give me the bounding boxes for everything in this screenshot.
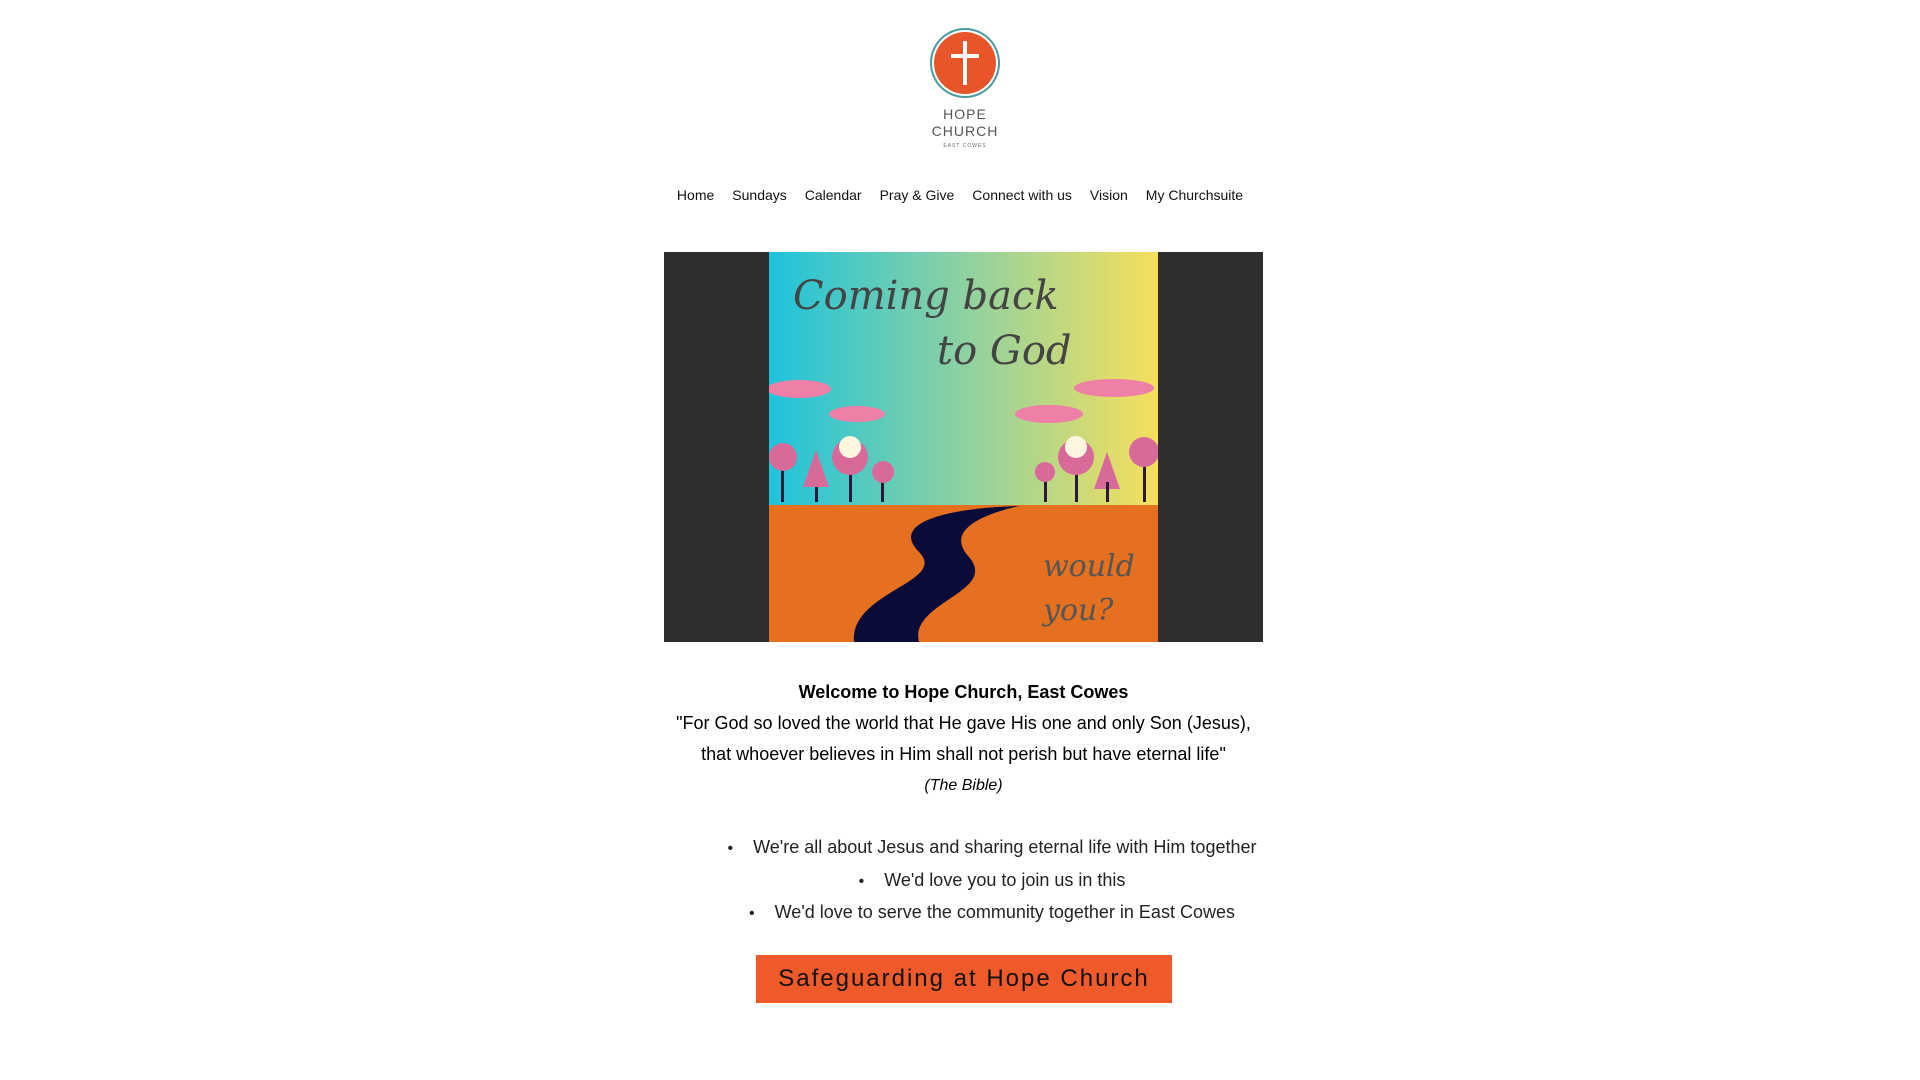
logo-line-church: CHURCH: [931, 123, 999, 139]
hero-image: [664, 252, 1263, 642]
quote-source: (The Bible): [924, 777, 1003, 794]
bullet-list: [0, 832, 1920, 930]
welcome-section: [0, 677, 1920, 801]
logo-line-hope: HOPE: [943, 106, 987, 122]
nav-my-churchsuite[interactable]: My Churchsuite: [1145, 187, 1244, 203]
logo-line-location: EAST COWES: [943, 143, 987, 149]
hero-tagline-line1: would: [1043, 549, 1135, 584]
cross-icon: [934, 32, 996, 94]
nav-pray-give[interactable]: Pray & Give: [879, 187, 955, 203]
safeguarding-button[interactable]: Safeguarding at Hope Church: [756, 955, 1172, 1003]
nav-sundays[interactable]: Sundays: [732, 187, 787, 203]
hero-title-line1: Coming back: [793, 273, 1059, 319]
quote-line-2: that whoever believes in Him shall not perish but have eternal life": [701, 744, 1226, 764]
hero-tagline-line2: you?: [1043, 593, 1114, 628]
quote-line-1: "For God so loved the world that He gave His one and only Son (Jesus),: [676, 713, 1251, 733]
nav-vision[interactable]: Vision: [1089, 187, 1128, 203]
list-item: • We'd love to serve the community together in East Cowes: [0, 897, 1920, 930]
list-item: • We'd love you to join us in this: [0, 865, 1920, 898]
nav-home[interactable]: Home: [676, 187, 715, 203]
nav-calendar[interactable]: Calendar: [804, 187, 862, 203]
main-nav: [0, 187, 1920, 203]
welcome-title: Welcome to Hope Church, East Cowes: [798, 682, 1129, 702]
nav-connect[interactable]: Connect with us: [972, 187, 1072, 203]
hero-title-line2: to God: [937, 328, 1072, 374]
list-item: • We're all about Jesus and sharing eternal life with Him together: [0, 832, 1920, 865]
church-logo[interactable]: [915, 32, 1015, 149]
